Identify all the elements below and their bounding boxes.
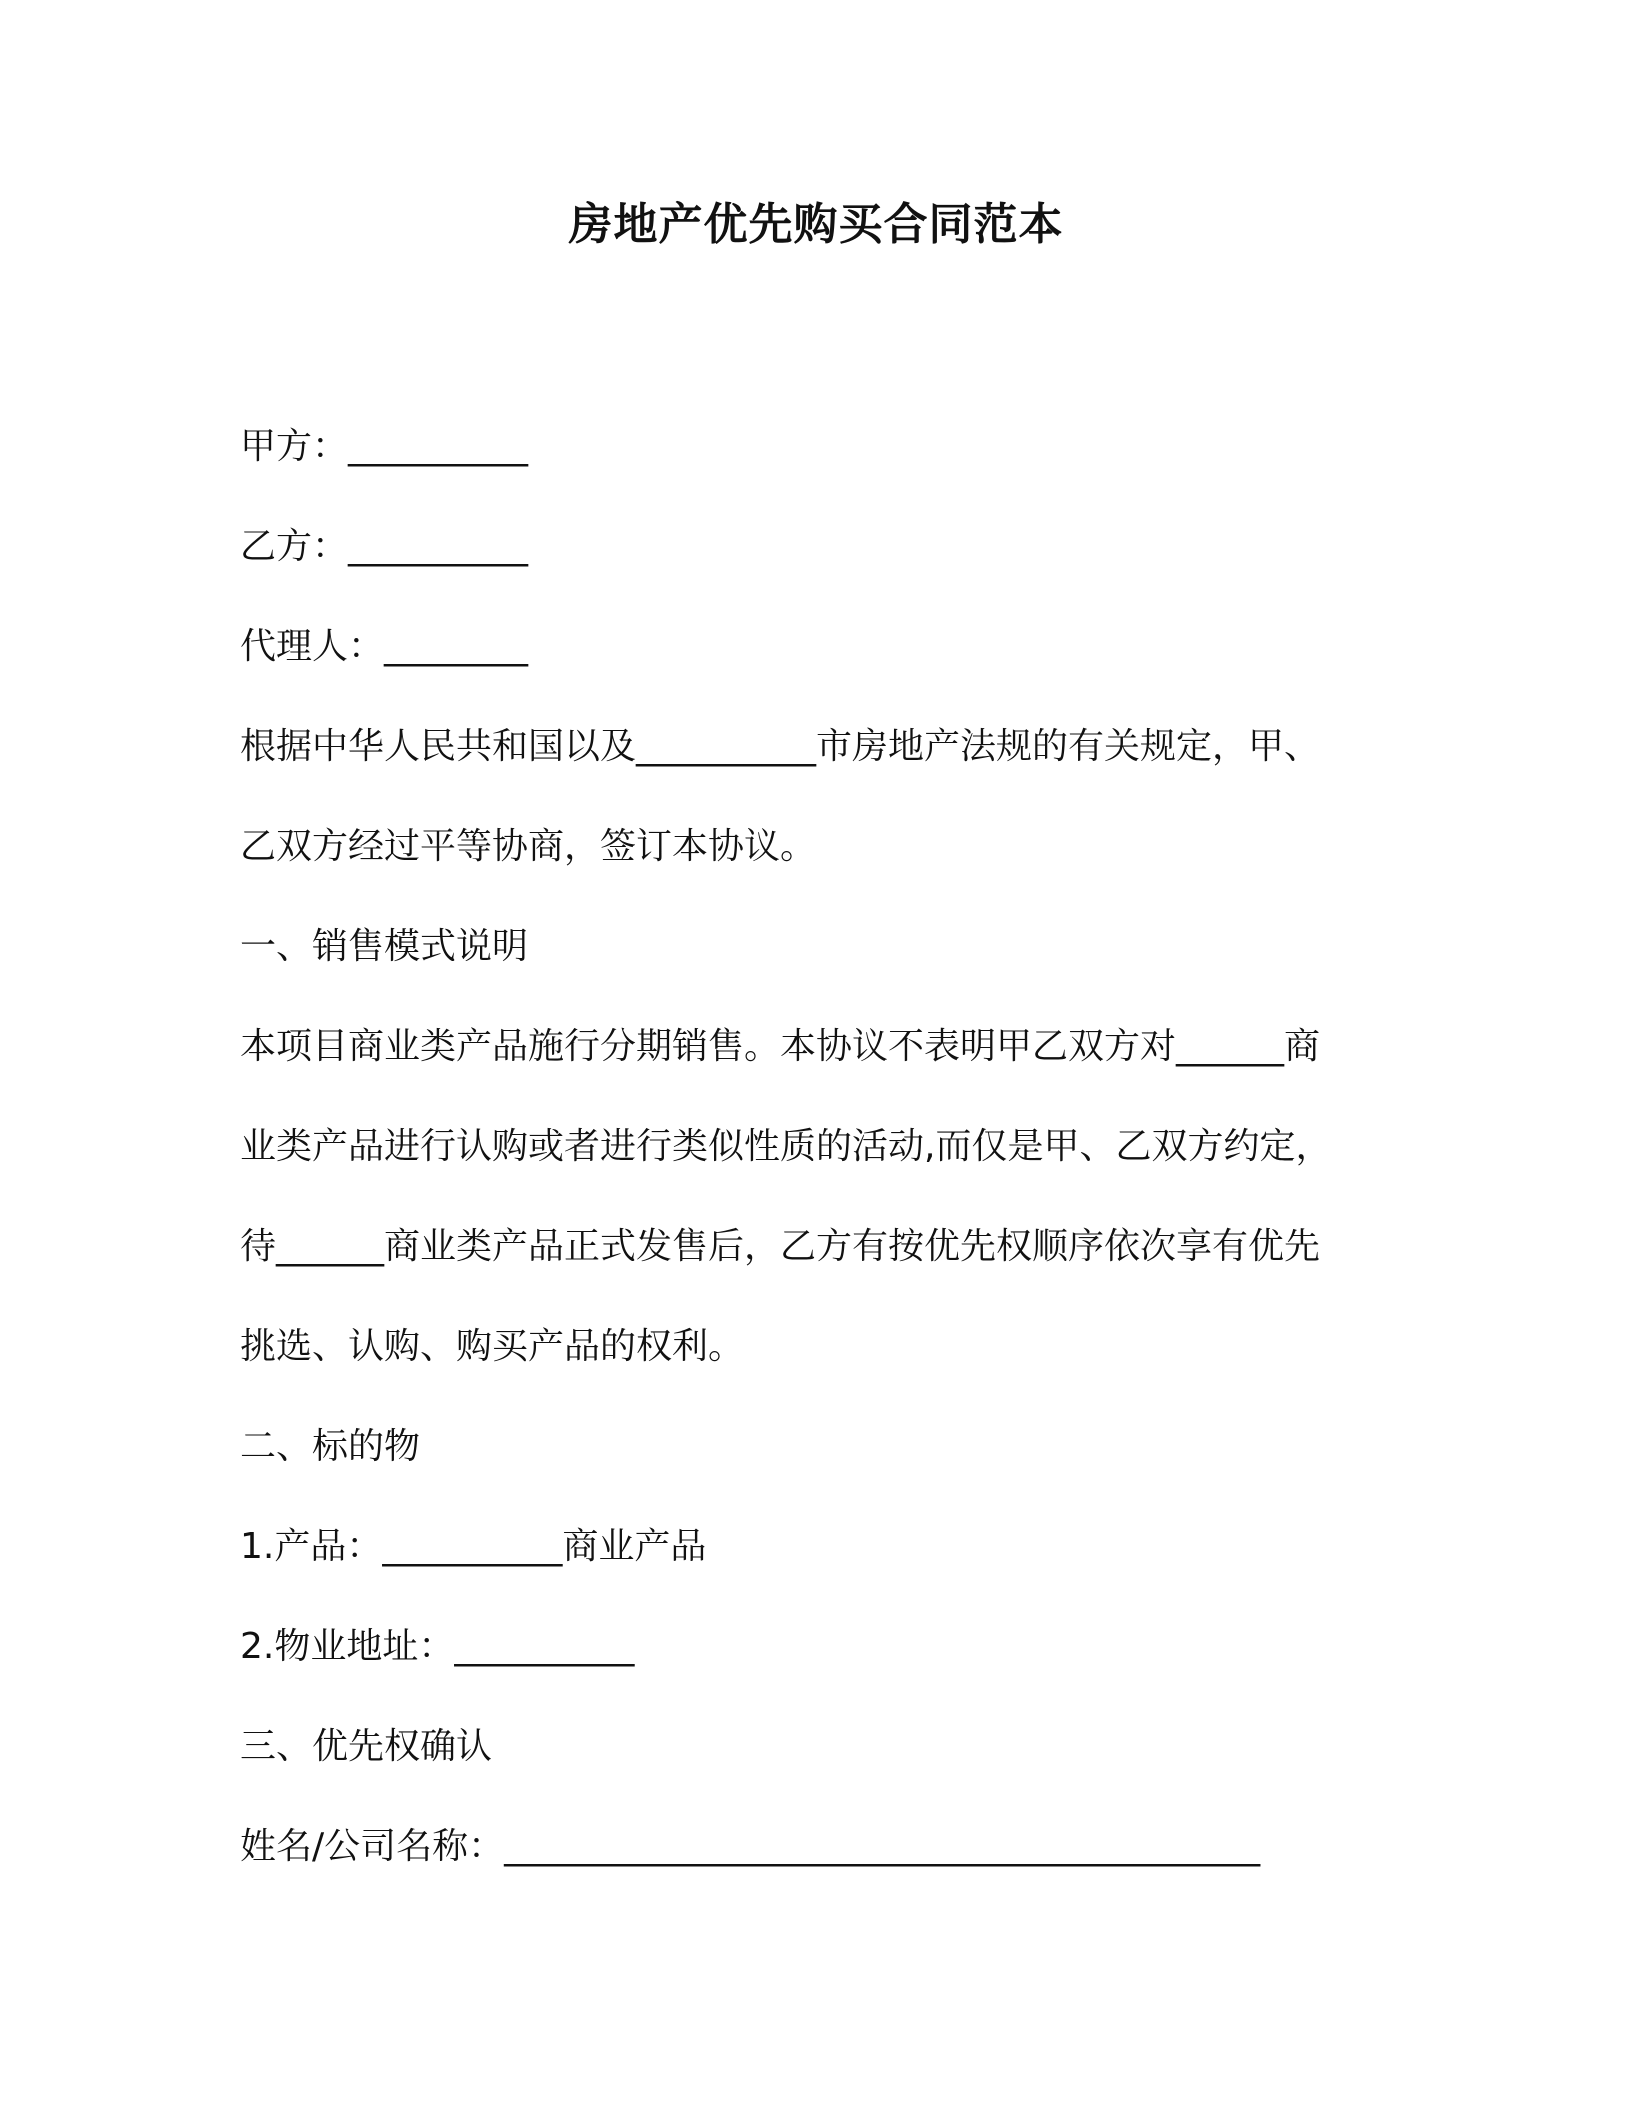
agent-line: 代理人：________ bbox=[240, 626, 529, 667]
property-address-line: 2.物业地址：__________ bbox=[240, 1626, 635, 1667]
section-heading-1: 一、销售模式说明 bbox=[240, 926, 529, 967]
section-heading-2: 二、标的物 bbox=[240, 1426, 421, 1467]
document-title: 房地产优先购买合同范本 bbox=[568, 199, 1064, 250]
preamble-line-2: 乙双方经过平等协商，签订本协议。 bbox=[240, 826, 817, 867]
section-1-line-3: 待______商业类产品正式发售后，乙方有按优先权顺序依次享有优先 bbox=[240, 1226, 1321, 1267]
section-1-line-4: 挑选、认购、购买产品的权利。 bbox=[240, 1326, 745, 1367]
party-b-line: 乙方：__________ bbox=[240, 526, 529, 567]
name-company-line: 姓名/公司名称：__________________________________________ bbox=[240, 1826, 1261, 1867]
section-heading-3: 三、优先权确认 bbox=[240, 1726, 493, 1767]
party-a-line: 甲方：__________ bbox=[240, 426, 529, 467]
preamble-line-1: 根据中华人民共和国以及__________市房地产法规的有关规定，甲、 bbox=[240, 726, 1321, 767]
product-line: 1.产品：__________商业产品 bbox=[240, 1526, 707, 1567]
section-1-line-1: 本项目商业类产品施行分期销售。本协议不表明甲乙双方对______商 bbox=[240, 1026, 1321, 1067]
section-1-line-2: 业类产品进行认购或者进行类似性质的活动,而仅是甲、乙双方约定， bbox=[240, 1126, 1332, 1167]
